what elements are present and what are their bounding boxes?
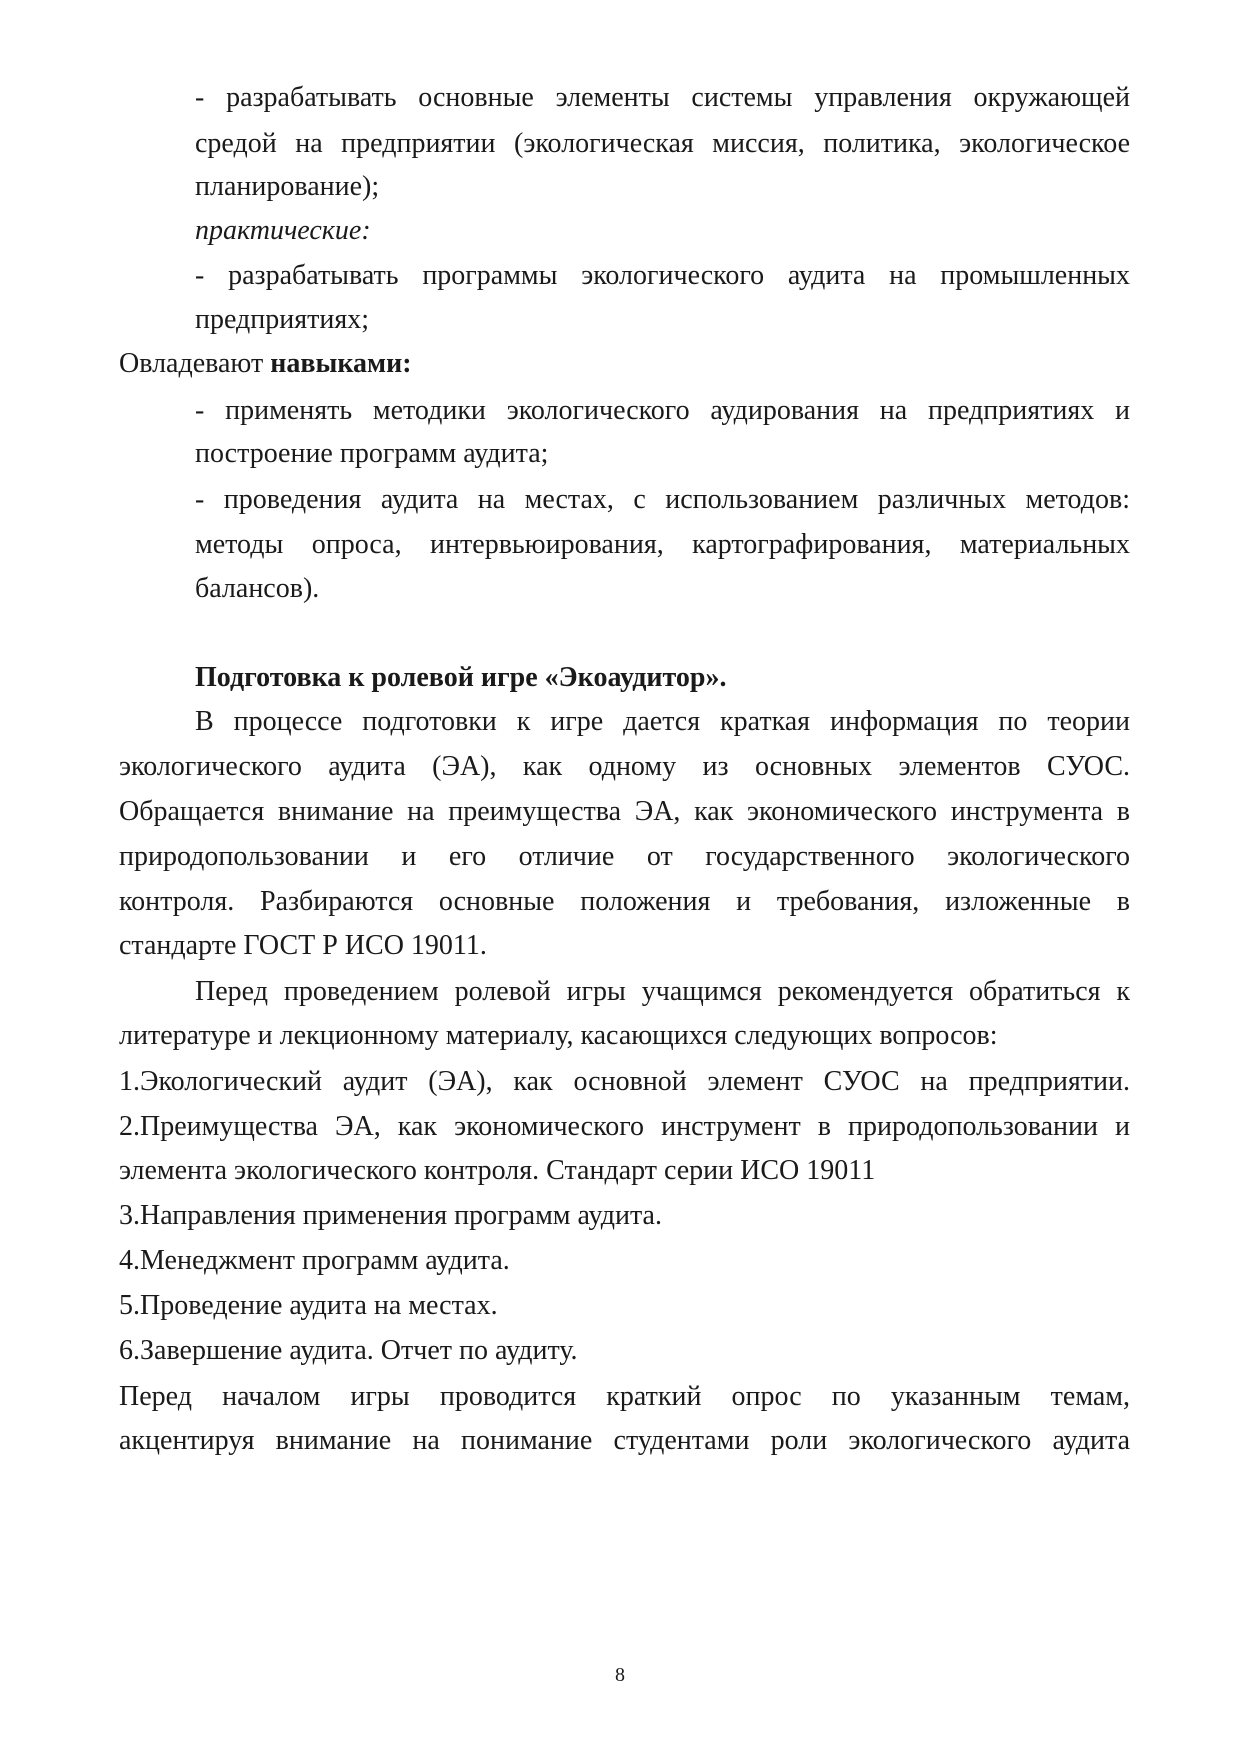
list-item: 3.Направления применения программ аудита.: [119, 1200, 662, 1231]
practical-label: практические:: [195, 215, 371, 246]
text-line: методы опроса, интервьюирования, картографирования, материальных: [195, 529, 1130, 560]
text-line: Перед началом игры проводится краткий опрос по указанным темам,: [119, 1381, 1130, 1412]
text-line: средой на предприятии (экологическая миссия, политика, экологическое: [195, 128, 1130, 159]
text-line: - разрабатывать программы экологического аудита на промышленных: [195, 260, 1130, 291]
text-line: предприятиях;: [195, 304, 370, 335]
text-line: экологического аудита (ЭА), как одному из основных элементов СУОС.: [119, 751, 1130, 782]
skills-prefix: Овладевают: [119, 348, 271, 379]
text-line: Обращается внимание на преимущества ЭА, как экономического инструмента в: [119, 796, 1130, 827]
text-line: Перед проведением ролевой игры учащимся рекомендуется обратиться к: [195, 976, 1130, 1007]
text-line: построение программ аудита;: [195, 438, 549, 469]
text-line: - разрабатывать основные элементы системы управления окружающей: [195, 82, 1130, 113]
text-line: контроля. Разбираются основные положения и требования, изложенные в: [119, 886, 1130, 917]
text-line: балансов).: [195, 573, 320, 604]
list-item: 6.Завершение аудита. Отчет по аудиту.: [119, 1335, 578, 1366]
section-heading: Подготовка к ролевой игре «Экоаудитор».: [195, 662, 727, 693]
page-number: 8: [615, 1664, 625, 1686]
text-line: - применять методики экологического аудирования на предприятиях и: [195, 395, 1130, 426]
text-line: акцентируя внимание на понимание студентами роли экологического аудита: [119, 1425, 1130, 1456]
list-item: 5.Проведение аудита на местах.: [119, 1290, 498, 1321]
text-line: литературе и лекционному материалу, касающихся следующих вопросов:: [119, 1020, 998, 1051]
text-line: В процессе подготовки к игре дается краткая информация по теории: [195, 706, 1130, 737]
list-item: 4.Менеджмент программ аудита.: [119, 1245, 510, 1276]
skills-bold: навыками:: [270, 348, 412, 379]
skills-line: [119, 346, 1130, 382]
list-item: 2.Преимущества ЭА, как экономического инструмент в природопользовании и: [119, 1111, 1130, 1142]
text-line: стандарте ГОСТ Р ИСО 19011.: [119, 930, 487, 961]
list-item: 1.Экологический аудит (ЭА), как основной элемент СУОС на предприятии.: [119, 1066, 1130, 1097]
text-line: природопользовании и его отличие от государственного экологического: [119, 841, 1130, 872]
text-line: планирование);: [195, 171, 380, 202]
text-line: - проведения аудита на местах, с использованием различных методов:: [195, 484, 1130, 515]
list-item: элемента экологического контроля. Стандарт серии ИСО 19011: [119, 1155, 876, 1186]
